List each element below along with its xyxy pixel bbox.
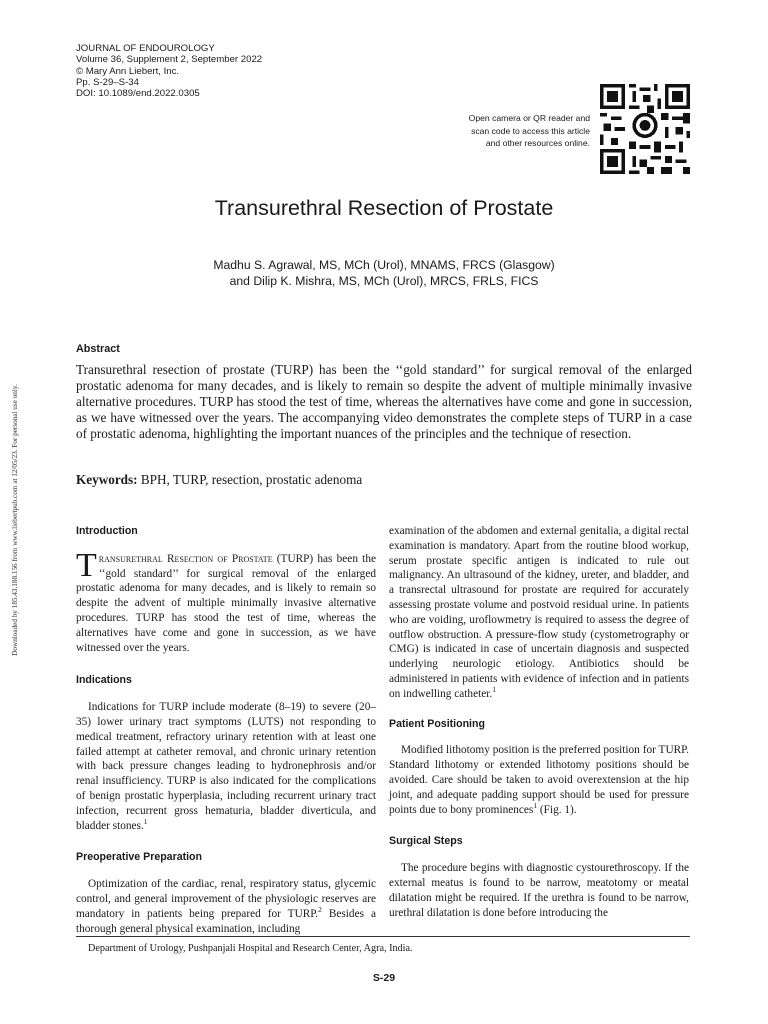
qr-line-2: scan code to access this article [471, 125, 590, 136]
qr-line-3: and other resources online. [485, 138, 590, 148]
author-list [0, 258, 768, 289]
positioning-text: Modified lithotomy position is the preferred position for TURP. Standard lithotomy or extended lithotomy positions should be avoided. Care should be taken to avoid overextension at the hip joint, and adequate padding support should be used for pressure points due to bony prominences [389, 744, 689, 816]
section-heading-preoperative: Preoperative Preparation [76, 851, 202, 864]
abstract-text: Transurethral resection of prostate (TURP) has been the ‘‘gold standard’’ for surgical removal of the enlarged prostatic adenoma for many decades, and is likely to remain so despite the advent of multiple minimally invasive alternative procedures. TURP has stood the test of time, whereas the alternatives have come and gone in succession, as we have witnessed over the years. The accompanying video demonstrates the complete steps of TURP in a case of prostatic adenoma, highlighting the important nuances of the principles and the technique of resection. [76, 362, 692, 441]
surgical-paragraph: The procedure begins with diagnostic cystourethroscopy. If the external meatus is found to be narrow, meatotomy or meatal dilatation might be required. If the urethra is found to be narrow, urethral dilatation is done before introducing the [389, 862, 689, 919]
section-heading-surgical: Surgical Steps [389, 835, 463, 848]
intro-smallcaps: ransurethral Resection of Prostate [98, 552, 273, 565]
qr-instructions [420, 112, 590, 150]
journal-publisher: © Mary Ann Liebert, Inc. [76, 65, 180, 77]
section-heading-indications: Indications [76, 674, 132, 687]
article-title: Transurethral Resection of Prostate [214, 196, 554, 220]
section-heading-introduction: Introduction [76, 525, 138, 537]
introduction-paragraph [76, 546, 376, 656]
journal-doi: DOI: 10.1089/end.2022.0305 [76, 88, 200, 100]
authors-line-2: and Dilip K. Mishra, MS, MCh (Urol), MRCS, FRLS, FICS [229, 273, 539, 288]
preoperative-paragraph [76, 877, 376, 936]
column-left [76, 524, 376, 936]
download-note: Downloaded by 185.43.188.156 from www.liebertpub.com at 12/05/23. For personal use only. [11, 384, 19, 656]
journal-header [76, 43, 262, 99]
positioning-paragraph [389, 743, 689, 817]
affiliation-footnote: Department of Urology, Pushpanjali Hospital and Research Center, Agra, India. [88, 943, 413, 954]
footer-divider [76, 936, 690, 937]
positioning-text-2: (Fig. 1). [537, 803, 577, 816]
journal-name: JOURNAL OF ENDOUROLOGY [76, 43, 215, 54]
column-right [389, 524, 689, 920]
preoperative-ref[interactable]: 2 [318, 904, 322, 914]
keywords-label: Keywords: [76, 472, 138, 487]
journal-volume: Volume 36, Supplement 2, September 2022 [76, 54, 263, 66]
dropcap: T [76, 546, 97, 584]
journal-pages: Pp. S-29–S-34 [76, 76, 139, 88]
authors-line-1: Madhu S. Agrawal, MS, MCh (Urol), MNAMS, FRCS (Glasgow) [213, 258, 555, 272]
keywords [76, 472, 362, 488]
intro-text: (TURP) has been the ‘‘gold standard’’ for surgical removal of the enlarged prostatic adenoma for many decades, and is likely to remain so despite the advent of multiple minimally invasive alternative procedures. TURP has stood the test of time, whereas the alternatives have come and gone in succession, as we have witnessed over the years. [76, 552, 376, 654]
continued-paragraph [389, 524, 689, 702]
keywords-text: BPH, TURP, resection, prostatic adenoma [140, 472, 363, 487]
qr-code-icon[interactable] [600, 84, 690, 174]
indications-paragraph [76, 700, 376, 833]
abstract-heading: Abstract [76, 343, 120, 355]
indications-text: Indications for TURP include moderate (8–19) to severe (20–35) lower urinary tract symptoms (LUTS) not responding to medical treatment, refractory urinary retention with at least one failed attempt at catheter removal, and chronic urinary retention with back pressure changes leading to hydronephrosis and/or renal insufficiency. TURP is also indicated for the complications of benign prostatic hyperplasia, including recurrent urinary tract infection, recurrent gross hematuria, bladder diverticula, and bladder stones. [76, 701, 376, 832]
positioning-ref[interactable]: 1 [533, 800, 538, 810]
continued-ref[interactable]: 1 [492, 685, 496, 694]
preoperative-text-2: Besides a thorough general physical examination, including [76, 907, 376, 935]
page-number: S-29 [372, 972, 396, 984]
section-heading-positioning: Patient Positioning [389, 717, 485, 730]
indications-ref[interactable]: 1 [143, 816, 148, 826]
preoperative-text: Optimization of the cardiac, renal, respiratory status, glycemic control, and general improvement of the physiologic reserves are mandatory in patients being prepared for TURP. [76, 878, 376, 920]
continued-text: examination of the abdomen and external genitalia, a digital rectal examination is mandatory. Apart from the routine blood workup, serum prostate specific antigen is indicated to rule out malignancy. An ultrasound of the kidney, ureter, and bladder, and a transrectal ultrasound for prostate are required for accurately assessing prostate volume and postvoid residual urine. In patients who are voiding, uroflowmetry is required to assess the degree of outflow obstruction. A pressure-flow study (cystometrography or CMG) is indicated in case of uncertain diagnosis and suspected underlying neurologic etiology. Antibiotics should be administered in patients with evidence of infection and in patients on indwelling catheter. [389, 525, 689, 700]
qr-line-1: Open camera or QR reader and [468, 113, 590, 123]
